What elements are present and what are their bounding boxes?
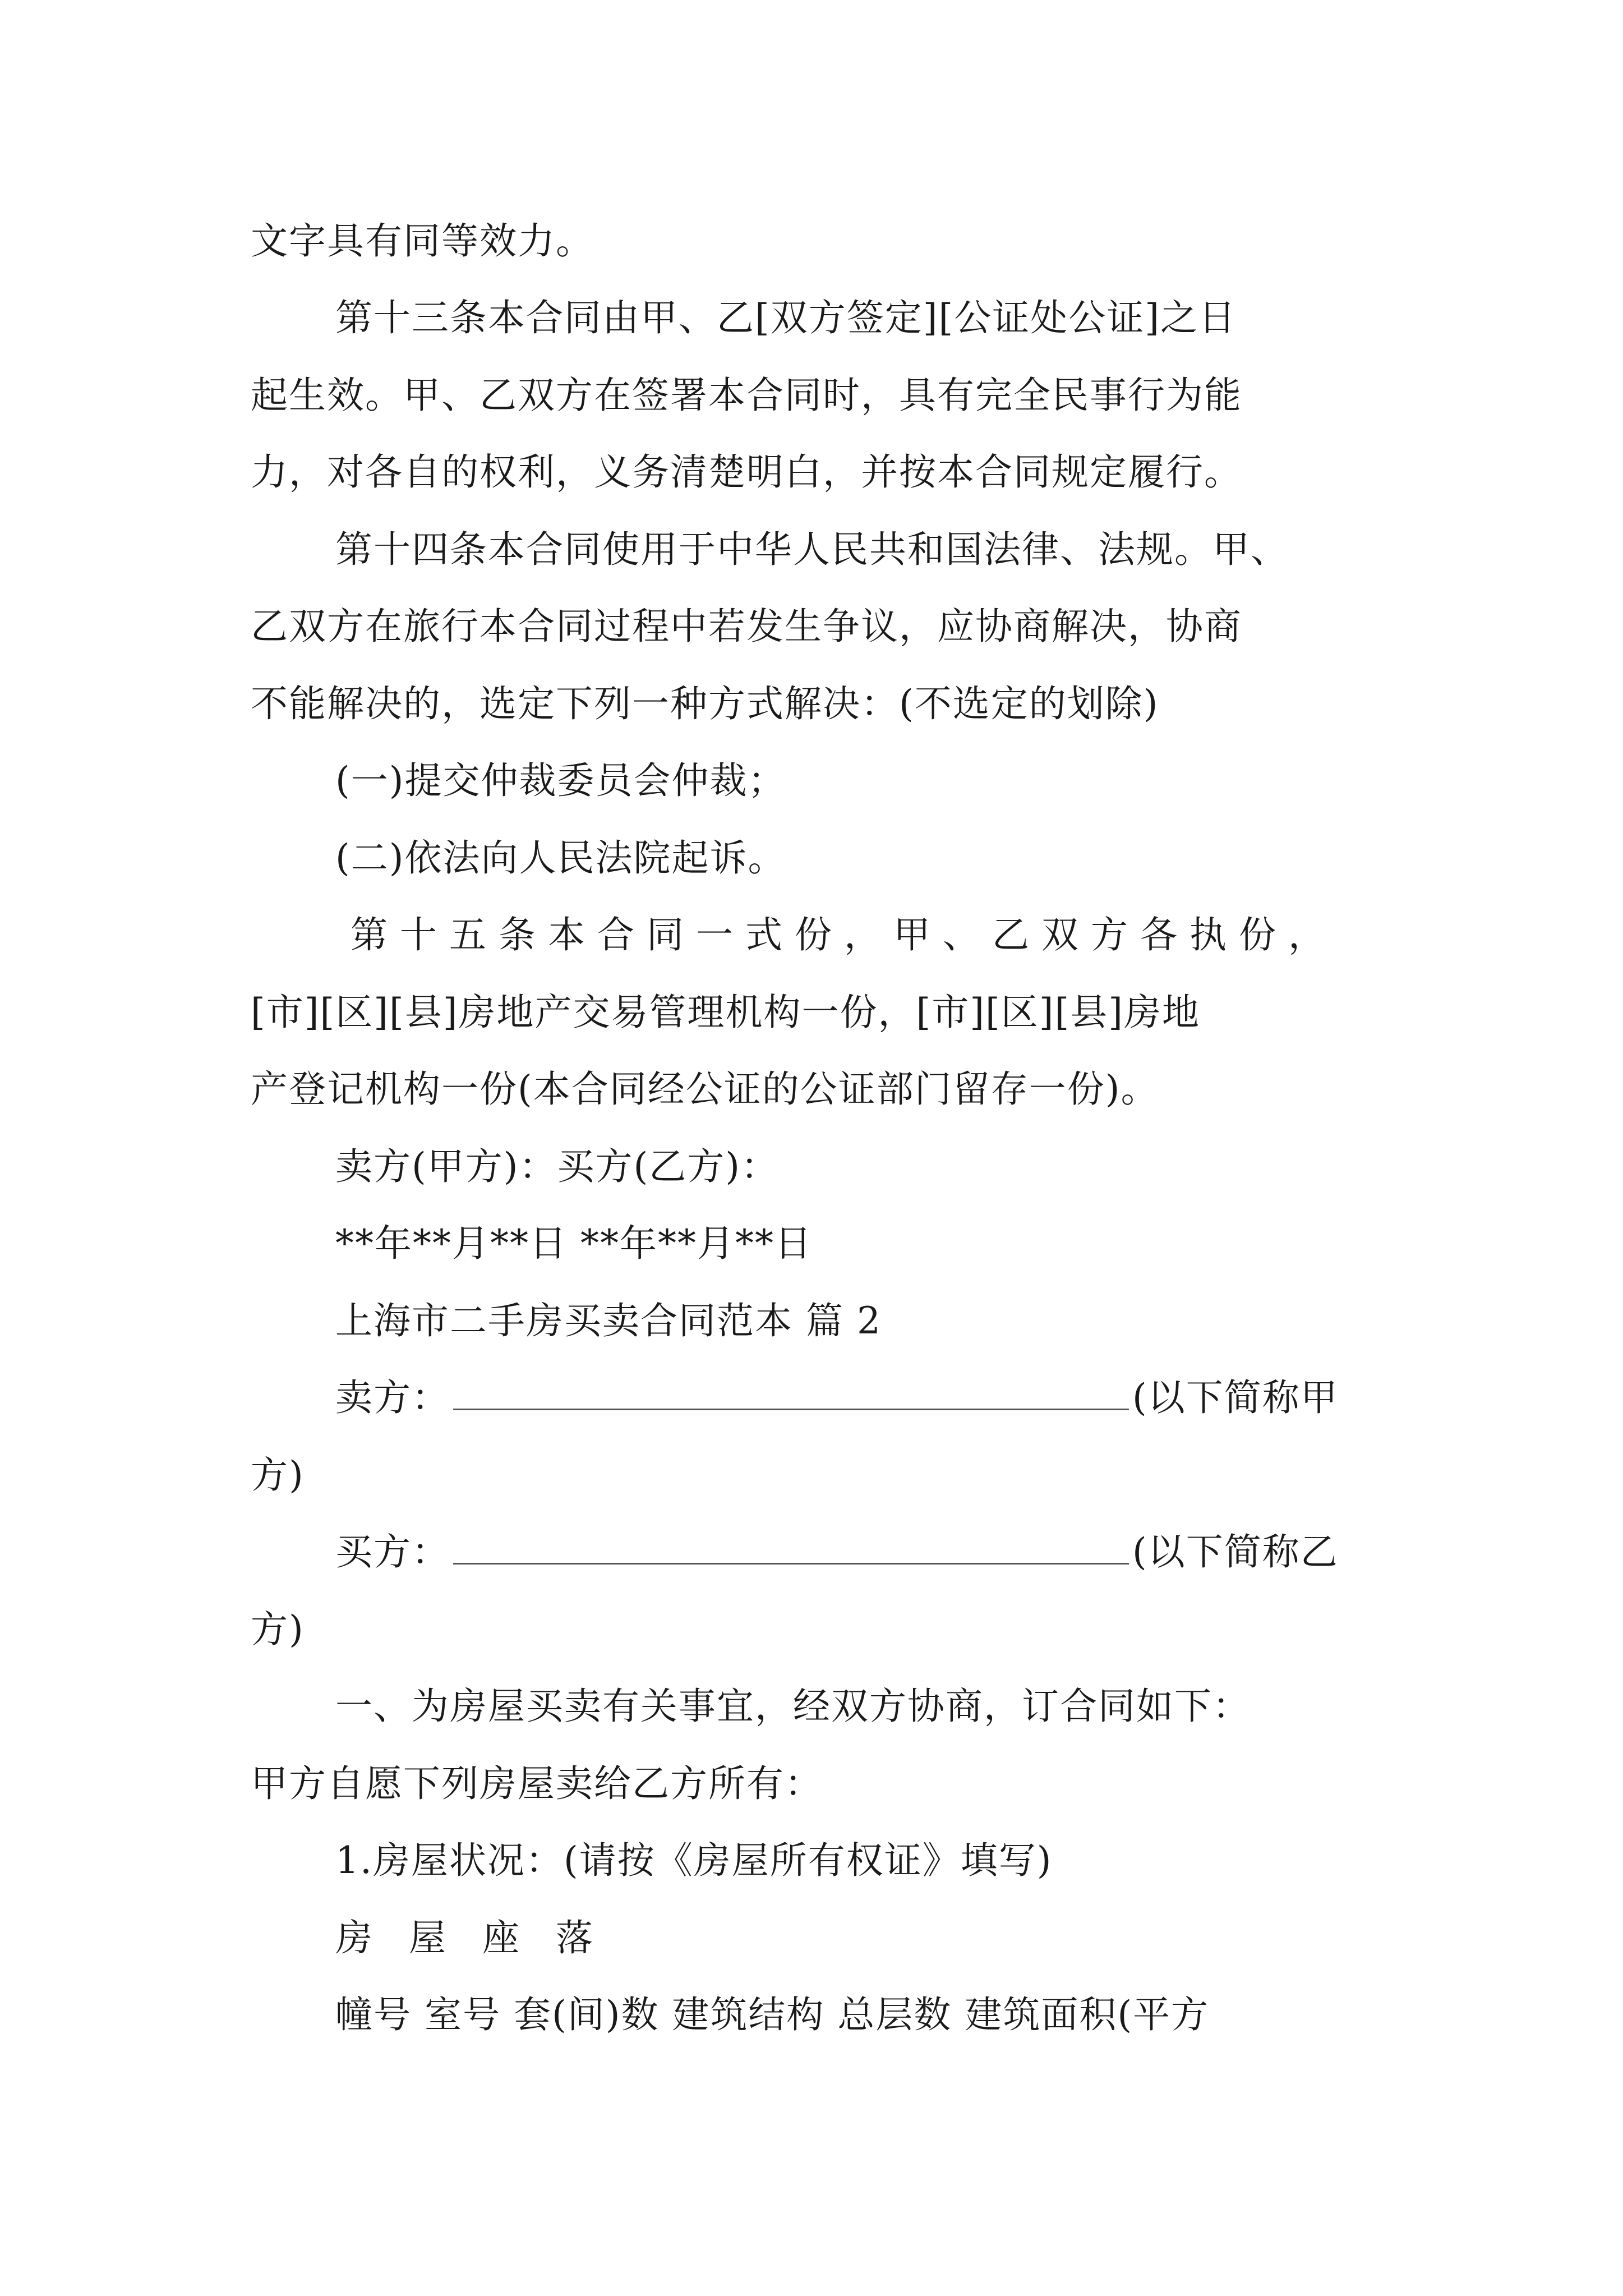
article-1: 一、为房屋买卖有关事宜，经双方协商，订合同如下： — [335, 1685, 1251, 1728]
signature-dates: **年**月**日 **年**月**日 — [335, 1222, 813, 1265]
buyer-blank-field[interactable] — [453, 1530, 1129, 1565]
clause-15: 第十五条本合同一式份，甲、乙双方各执份， — [351, 913, 1338, 956]
table-headers: 幢号 室号 套(间)数 建筑结构 总层数 建筑面积(平方 — [335, 1993, 1210, 2036]
clause-14: 第十四条本合同使用于中华人民共和国法律、法规。甲、 — [335, 528, 1289, 571]
seller-line — [335, 1373, 1339, 1423]
text-line: 甲方自愿下列房屋卖给乙方所有： — [251, 1762, 823, 1805]
option-arbitration: (一)提交仲裁委员会仲裁； — [335, 759, 786, 802]
buyer-suffix: (以下简称乙 — [1132, 1530, 1339, 1573]
option-court: (二)依法向人民法院起诉。 — [335, 836, 786, 880]
seller-suffix: (以下简称甲 — [1132, 1376, 1339, 1419]
text-line: 产登记机构一份(本合同经公证的公证部门留存一份)。 — [251, 1068, 1159, 1111]
seller-label: 卖方： — [335, 1376, 450, 1419]
buyer-line — [335, 1527, 1339, 1577]
text-line: [市][区][县]房地产交易管理机构一份，[市][区][县]房地 — [251, 991, 1200, 1034]
seller-blank-field[interactable] — [453, 1376, 1129, 1410]
seller-wrap: 方) — [251, 1453, 305, 1497]
text-line: 起生效。甲、乙双方在签署本合同时，具有完全民事行为能 — [251, 374, 1242, 417]
buyer-label: 买方： — [335, 1530, 450, 1573]
text-line: 文字具有同等效力。 — [251, 219, 594, 263]
signature-parties: 卖方(甲方)：买方(乙方)： — [335, 1145, 779, 1188]
buyer-wrap: 方) — [251, 1608, 305, 1651]
text-line: 乙双方在旅行本合同过程中若发生争议，应协商解决，协商 — [251, 605, 1242, 648]
clause-13: 第十三条本合同由甲、乙[双方签定][公证处公证]之日 — [335, 296, 1237, 339]
section-title: 上海市二手房买卖合同范本 篇 2 — [335, 1299, 882, 1342]
house-location: 房 屋 座 落 — [335, 1916, 605, 1959]
house-status: 1.房屋状况：(请按《房屋所有权证》填写) — [335, 1839, 1053, 1882]
text-line: 力，对各自的权利，义务清楚明白，并按本合同规定履行。 — [251, 450, 1242, 494]
text-line: 不能解决的，选定下列一种方式解决：(不选定的划除) — [251, 682, 1159, 725]
